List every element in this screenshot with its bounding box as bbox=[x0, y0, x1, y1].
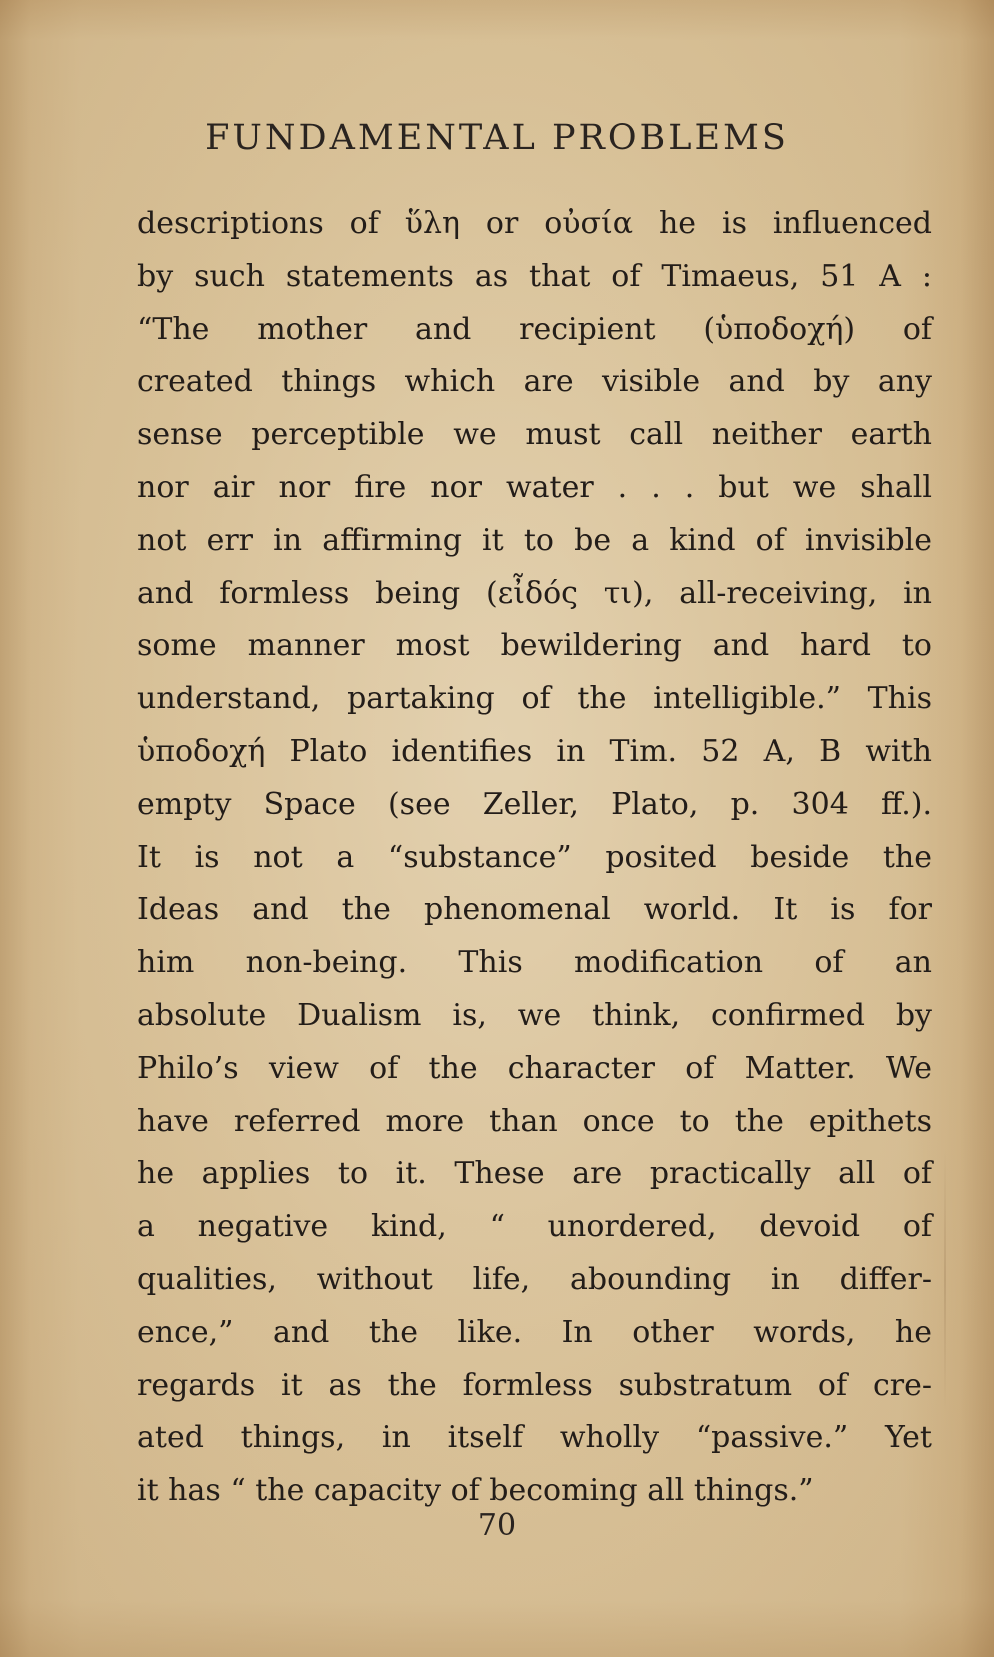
text-line: and formless being (εἶδός τι), all-receiving, in bbox=[137, 575, 932, 611]
text-line: It is not a “substance” posited beside the bbox=[137, 839, 932, 875]
text-line: Ideas and the phenomenal world. It is for bbox=[137, 892, 932, 928]
running-head: FUNDAMENTAL PROBLEMS bbox=[205, 118, 789, 158]
page-number: 70 bbox=[477, 1508, 517, 1543]
text-line: a negative kind, “ unordered, devoid of bbox=[137, 1209, 932, 1245]
text-line: ὑποδοχή Plato identifies in Tim. 52 A, B with bbox=[137, 733, 932, 769]
text-line: qualities, without life, abounding in differ- bbox=[137, 1261, 932, 1297]
text-line: created things which are visible and by any bbox=[137, 364, 932, 400]
page-edge-shadow bbox=[944, 1150, 946, 1410]
text-line: absolute Dualism is, we think, confirmed by bbox=[137, 997, 932, 1033]
text-line: it has “ the capacity of becoming all things.” bbox=[137, 1473, 814, 1509]
text-line: ated things, in itself wholly “passive.” Yet bbox=[137, 1420, 932, 1456]
text-line: him non-being. This modification of an bbox=[137, 945, 932, 981]
text-line: Philo’s view of the character of Matter. We bbox=[137, 1050, 932, 1086]
text-line: he applies to it. These are practically all of bbox=[137, 1156, 932, 1192]
text-line: sense perceptible we must call neither earth bbox=[137, 417, 932, 453]
text-line: regards it as the formless substratum of cre- bbox=[137, 1367, 932, 1403]
text-line: “The mother and recipient (ὑποδοχή) of bbox=[137, 311, 932, 347]
text-line: nor air nor fire nor water . . . but we shall bbox=[137, 469, 932, 505]
body-text bbox=[137, 198, 932, 1518]
text-line: by such statements as that of Timaeus, 51 A : bbox=[137, 258, 932, 294]
text-line: understand, partaking of the intelligible.” This bbox=[137, 681, 932, 717]
text-line: empty Space (see Zeller, Plato, p. 304 ff.). bbox=[137, 786, 932, 822]
text-line: ence,” and the like. In other words, he bbox=[137, 1314, 932, 1350]
text-line: some manner most bewildering and hard to bbox=[137, 628, 932, 664]
text-line: not err in affirming it to be a kind of invisible bbox=[137, 522, 932, 558]
text-line: have referred more than once to the epithets bbox=[137, 1103, 932, 1139]
text-line: descriptions of ὕλη or οὐσία he is influenced bbox=[137, 206, 932, 241]
